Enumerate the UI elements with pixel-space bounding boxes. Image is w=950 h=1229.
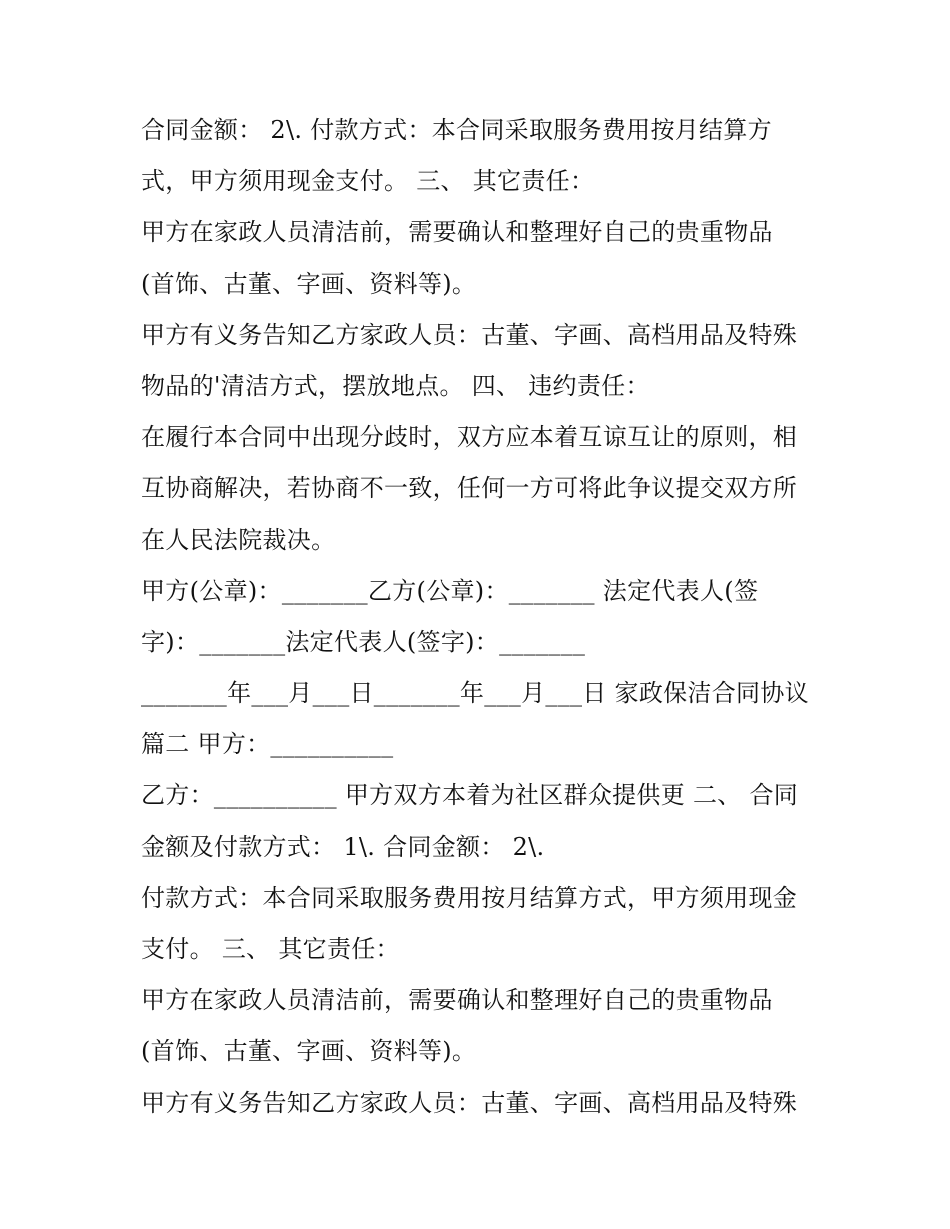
text-line-7: 在履行本合同中出现分歧时，双方应本着互谅互让的原则，相 [141,423,798,452]
text-line-5: 甲方有义务告知乙方家政人员：古董、字画、高档用品及特殊 [141,320,798,349]
text-line-20: 甲方有义务告知乙方家政人员：古董、字画、高档用品及特殊 [141,1088,798,1117]
text-line-19: (首饰、古董、字画、资料等)。 [141,1037,477,1066]
text-line-18: 甲方在家政人员清洁前，需要确认和整理好自己的贵重物品 [141,986,773,1015]
text-line-6: 物品的'清洁方式，摆放地点。 四、 违约责任： [141,371,650,400]
text-line-4: (首饰、古董、字画、资料等)。 [141,269,477,298]
text-line-14: 乙方：__________ 甲方双方本着为社区群众提供更 二、 合同 [141,781,799,810]
text-line-12: _______年___月___日_______年___月___日 家政保洁合同协议 [141,679,809,708]
text-line-9: 在人民法院裁决。 [141,525,336,554]
text-line-16: 付款方式：本合同采取服务费用按月结算方式，甲方须用现金 [141,883,798,912]
text-line-10: 甲方(公章)：_______乙方(公章)：_______ 法定代表人(签 [141,576,759,605]
text-line-13: 篇二 甲方：__________ [141,730,394,759]
text-line-8: 互协商解决，若协商不一致，任何一方可将此争议提交双方所 [141,474,798,503]
document-body [141,107,821,1131]
text-line-11: 字)：_______法定代表人(签字)：_______ [141,627,586,656]
text-line-2: 式，甲方须用现金支付。 三、 其它责任： [141,167,595,196]
text-line-17: 支付。 三、 其它责任： [141,935,400,963]
text-line-15: 金额及付款方式： 1\. 合同金额： 2\. [141,832,545,861]
text-line-1: 合同金额： 2\. 付款方式：本合同采取服务费用按月结算方 [141,116,772,144]
text-line-3: 甲方在家政人员清洁前，需要确认和整理好自己的贵重物品 [141,218,773,247]
